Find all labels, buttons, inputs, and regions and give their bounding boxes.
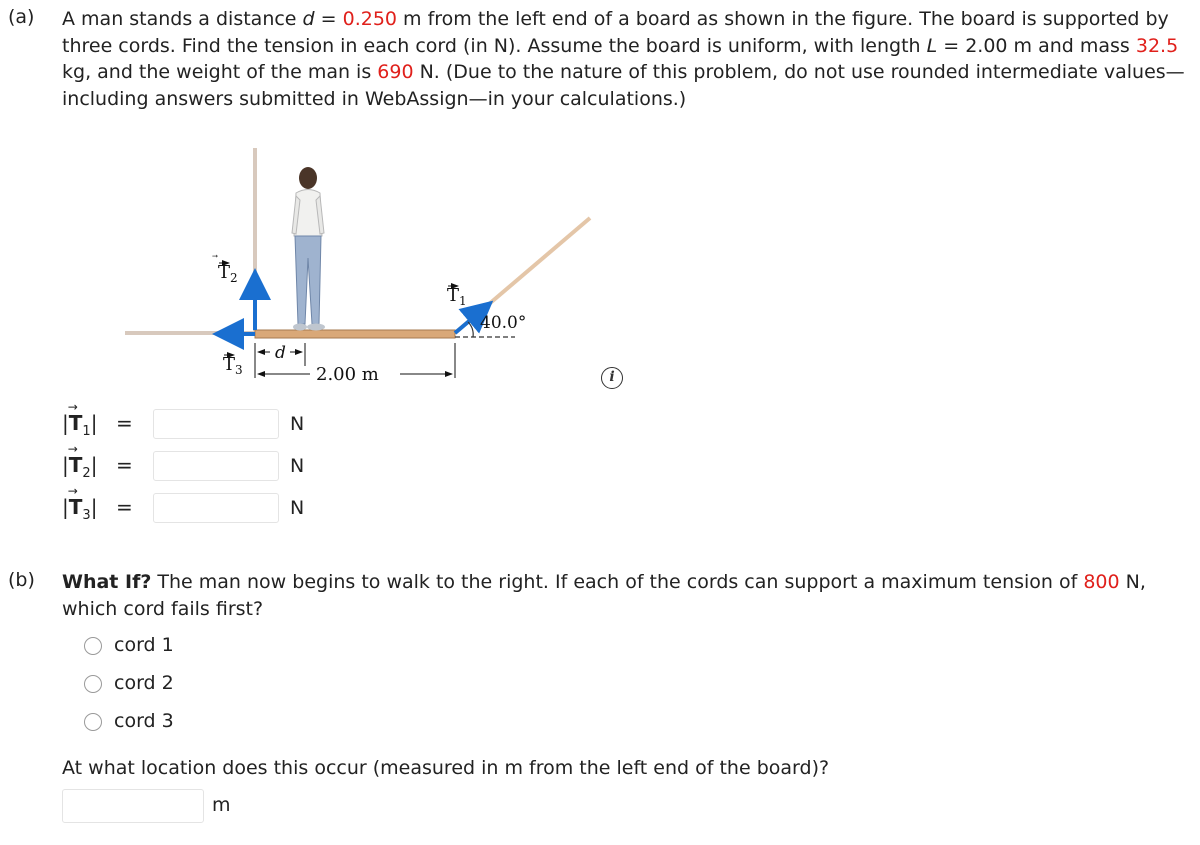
t2-unit: N: [290, 455, 305, 477]
t3-answer-input[interactable]: [153, 493, 279, 523]
man-illustration: [292, 167, 325, 331]
weight-value: 690: [377, 61, 414, 83]
location-answer-input[interactable]: [62, 789, 204, 823]
t3-unit: N: [290, 497, 305, 519]
info-icon[interactable]: i: [601, 367, 623, 389]
length-label: 2.00 m: [316, 364, 379, 385]
t3-magnitude-label: | → $T_3|$: [62, 484, 98, 523]
radio-cord-1[interactable]: [84, 637, 102, 655]
t1-label: $T_1$: [447, 285, 467, 308]
distance-value: 0.250: [342, 8, 398, 30]
location-unit: m: [212, 794, 231, 816]
angle-arc: [468, 322, 473, 337]
max-tension-value: 800: [1083, 571, 1120, 593]
part-b-label: (b): [8, 569, 35, 591]
part-a-label: (a): [8, 6, 35, 28]
location-question: At what location does this occur (measured in m from the left end of the board)?: [62, 757, 830, 779]
part-a-question: A man stands a distance d = 0.250 m from the left end of a board as shown in the figure. The board is supported by three cords. Find the tension in each cord (in N). Assume the board is uniform, with length L = 2.00 m and mass 32.5 kg, and the weight of the man is 690 N. (Due to the nature of this problem, do not use rounded intermediate values—including answers submitted in WebAssign—in your calculations.): [62, 8, 1185, 110]
board: [255, 330, 455, 338]
equals-sign: =: [116, 495, 133, 519]
mass-value: 32.5: [1135, 34, 1179, 57]
equals-sign: =: [116, 411, 133, 435]
radio-cord-3[interactable]: [84, 713, 102, 731]
t1-unit: N: [290, 413, 305, 435]
t3-label: $T_3$: [223, 354, 243, 377]
t2-answer-input[interactable]: [153, 451, 279, 481]
t2-magnitude-label: | → $T_2|$: [62, 442, 98, 481]
radio-cord-2[interactable]: [84, 675, 102, 693]
board-figure: [110, 138, 630, 398]
equals-sign: =: [116, 453, 133, 477]
t2-label: $T_2$: [218, 262, 238, 285]
part-b-question: What If? The man now begins to walk to the right. If each of the cords can support a maximum tension of 800 N, which cord fails first?: [62, 571, 1146, 620]
svg-text:⃗: [212, 254, 218, 258]
d-label: d: [275, 343, 286, 363]
angle-label: 40.0°: [480, 313, 527, 333]
t1-magnitude-label: | → $T_1|$: [62, 400, 98, 439]
t1-answer-input[interactable]: [153, 409, 279, 439]
